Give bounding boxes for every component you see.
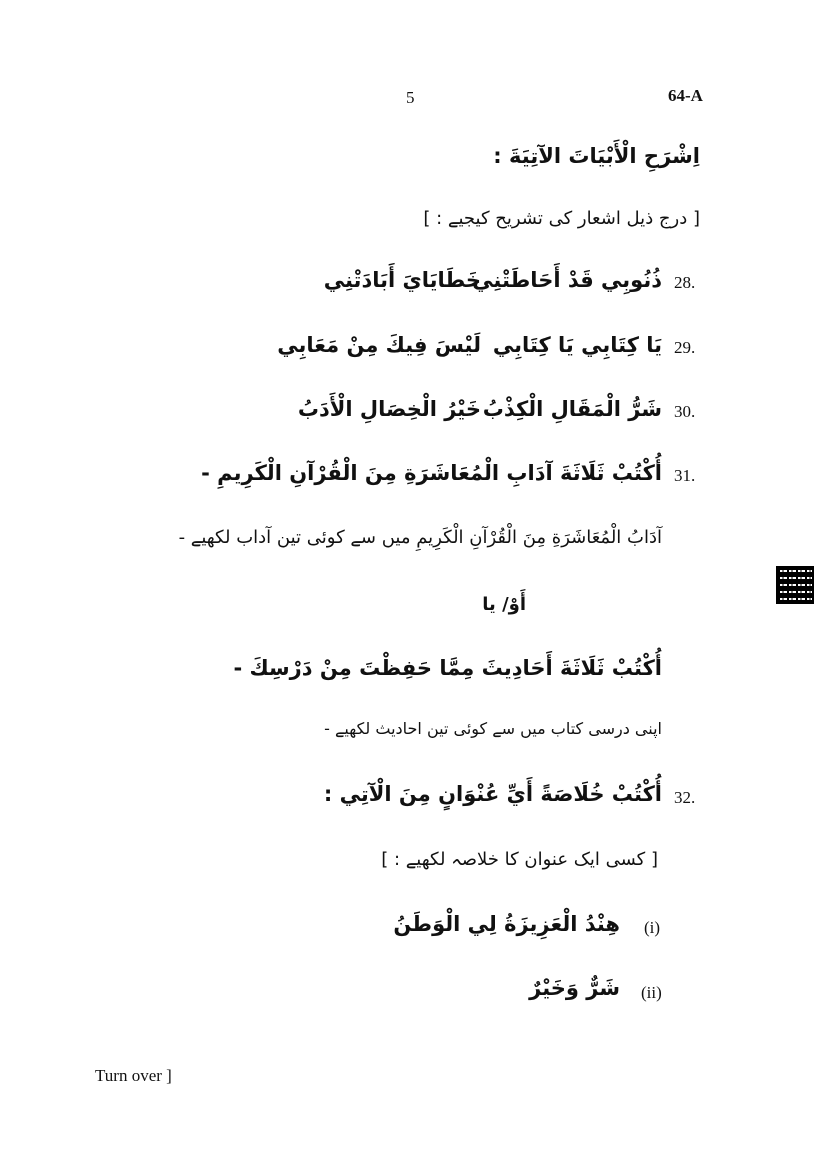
question-31-alt-urdu: اپنی درسی کتاب میں سے کوئی تین احادیث لکھیے - <box>324 719 662 738</box>
question-32-urdu: [ کسی ایک عنوان کا خلاصہ لکھیے : ] <box>381 849 658 870</box>
section-heading-urdu: [ درج ذیل اشعار کی تشریح کیجیے : ] <box>423 208 700 229</box>
section-heading-arabic: اِشْرَحِ الْأَبْيَاتَ الآتِيَةَ : <box>493 144 700 168</box>
question-29-verse-right: يَا كِتَابِي يَا كِتَابِي <box>492 333 662 357</box>
question-30-verse-left: خَيْرُ الْخِصَالِ الْأَدَبُ <box>297 397 481 421</box>
or-separator: أَوْ/ یا <box>482 594 526 615</box>
page-number: 5 <box>406 88 415 107</box>
question-29-verse-left: لَيْسَ فِيكَ مِنْ مَعَابِي <box>277 333 481 357</box>
question-31-urdu: آدَابُ الْمُعَاشَرَةِ مِنَ الْقُرْآنِ الْكَرِيمِ میں سے کوئی تین آداب لکھیے - <box>178 527 662 548</box>
question-31-arabic: أُكْتُبْ ثَلَاثَةَ آدَابِ الْمُعَاشَرَةِ مِنَ الْقُرْآنِ الْكَرِيمِ - <box>201 461 662 485</box>
qr-code <box>776 566 814 604</box>
paper-code: 64-A <box>668 86 703 105</box>
question-31-number: 31. <box>674 466 696 485</box>
question-32-option-ii-text: شَرٌّ وَخَيْرٌ <box>529 976 620 1000</box>
question-28-number: 28. <box>674 273 696 292</box>
question-32-arabic: أُكْتُبْ خُلَاصَةً أَيِّ عُنْوَانٍ مِنَ الْآتِي : <box>323 782 662 806</box>
question-32-option-i-text: هِنْدُ الْعَزِيزَةُ لِي الْوَطَنُ <box>393 912 620 936</box>
question-32-number: 32. <box>674 788 696 807</box>
question-30-verse-right: شَرُّ الْمَقَالِ الْكِذْبُ <box>482 397 662 421</box>
question-32-option-ii-label: (ii) <box>641 983 662 1002</box>
question-31-alt-arabic: أُكْتُبْ ثَلَاثَةَ أَحَادِيثَ مِمَّا حَفِظْتَ مِنْ دَرْسِكَ - <box>233 656 662 680</box>
question-28-verse-left: خَطَايَايَ أَبَادَتْنِي <box>323 268 481 292</box>
question-28-verse-right: ذُنُوبِي قَدْ أَحَاطَتْنِي <box>472 268 662 292</box>
question-32-option-i-label: (i) <box>644 918 661 937</box>
question-30-number: 30. <box>674 402 696 421</box>
question-29-number: 29. <box>674 338 696 357</box>
footer-turn-over: Turn over ] <box>95 1066 172 1085</box>
